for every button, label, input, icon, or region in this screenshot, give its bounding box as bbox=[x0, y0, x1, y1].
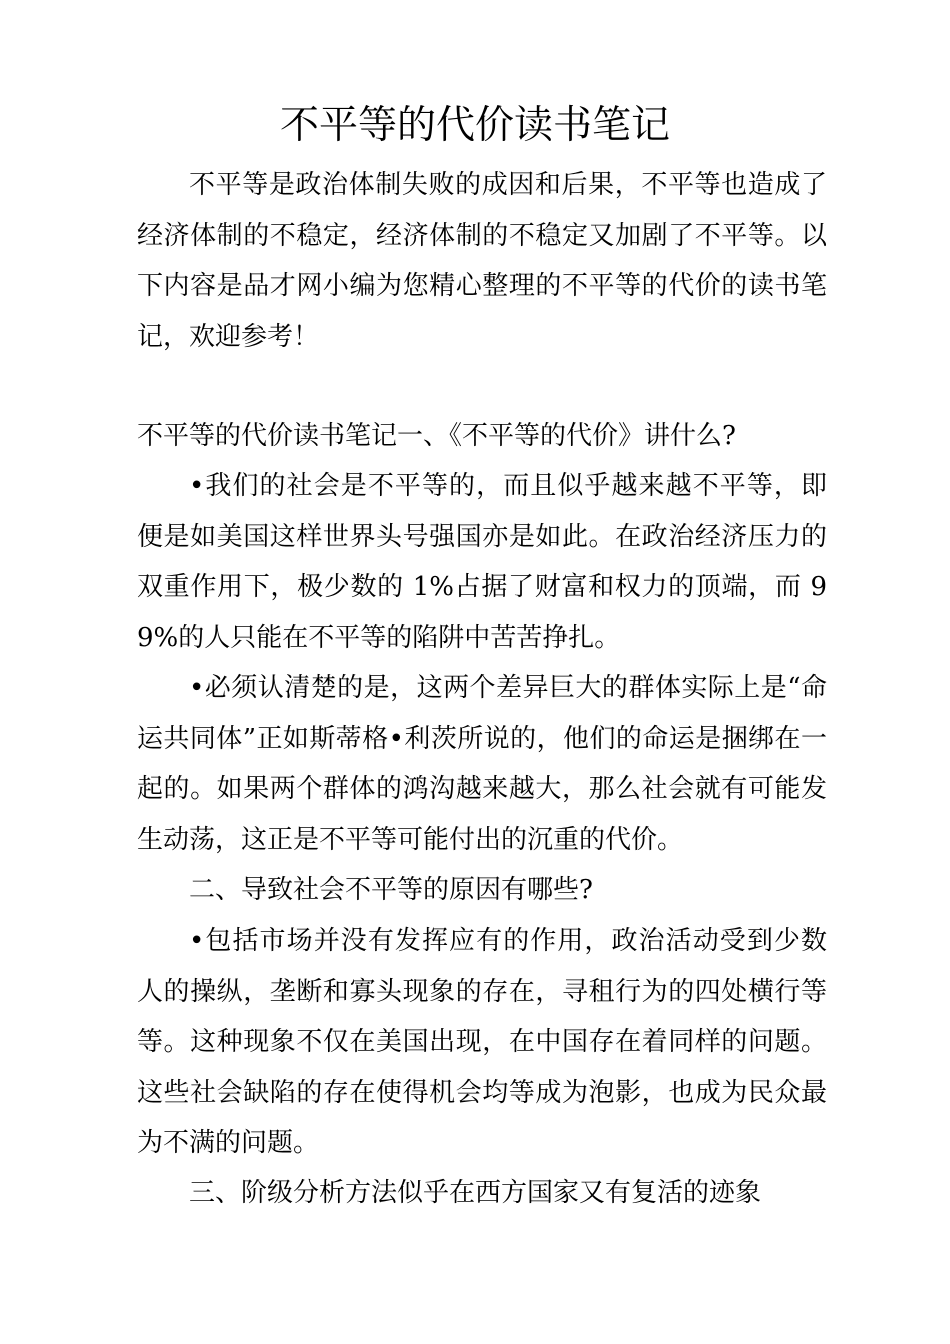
document-title: 不平等的代价读书笔记 bbox=[279, 103, 670, 148]
section-heading-1: 不平等的代价读书笔记一、《不平等的代价》讲什么? bbox=[137, 421, 736, 451]
bullet-paragraph-3: •包括市场并没有发挥应有的作用，政治活动受到少数人的操纵，垄断和寡头现象的存在，寻租行为的四处横行等等。这种现象不仅在美国出现，在中国存在着同样的问题。这些社会缺陷的存在使得机会均等成为泡影，也成为民众最为不满的问题。 bbox=[137, 926, 827, 1158]
section-heading-2: 二、导致社会不平等的原因有哪些? bbox=[189, 875, 593, 905]
intro-paragraph: 不平等是政治体制失败的成因和后果，不平等也造成了经济体制的不稳定，经济体制的不稳定又加剧了不平等。以下内容是品才网小编为您精心整理的不平等的代价的读书笔记，欢迎参考！ bbox=[137, 170, 827, 352]
bullet-paragraph-1: •我们的社会是不平等的，而且似乎越来越不平等，即便是如美国这样世界头号强国亦是如此。在政治经济压力的双重作用下，极少数的 1%占据了财富和权力的顶端，而 99%的人只能在不平等的陷阱中苦苦挣扎。 bbox=[137, 471, 827, 653]
bullet-paragraph-2: •必须认清楚的是，这两个差异巨大的群体实际上是“命运共同体”正如斯蒂格•利茨所说的，他们的命运是捆绑在一起的。如果两个群体的鸿沟越来越大，那么社会就有可能发生动荡，这正是不平等可能付出的沉重的代价。 bbox=[137, 673, 827, 855]
section-heading-3: 三、阶级分析方法似乎在西方国家又有复活的迹象 bbox=[189, 1178, 762, 1208]
